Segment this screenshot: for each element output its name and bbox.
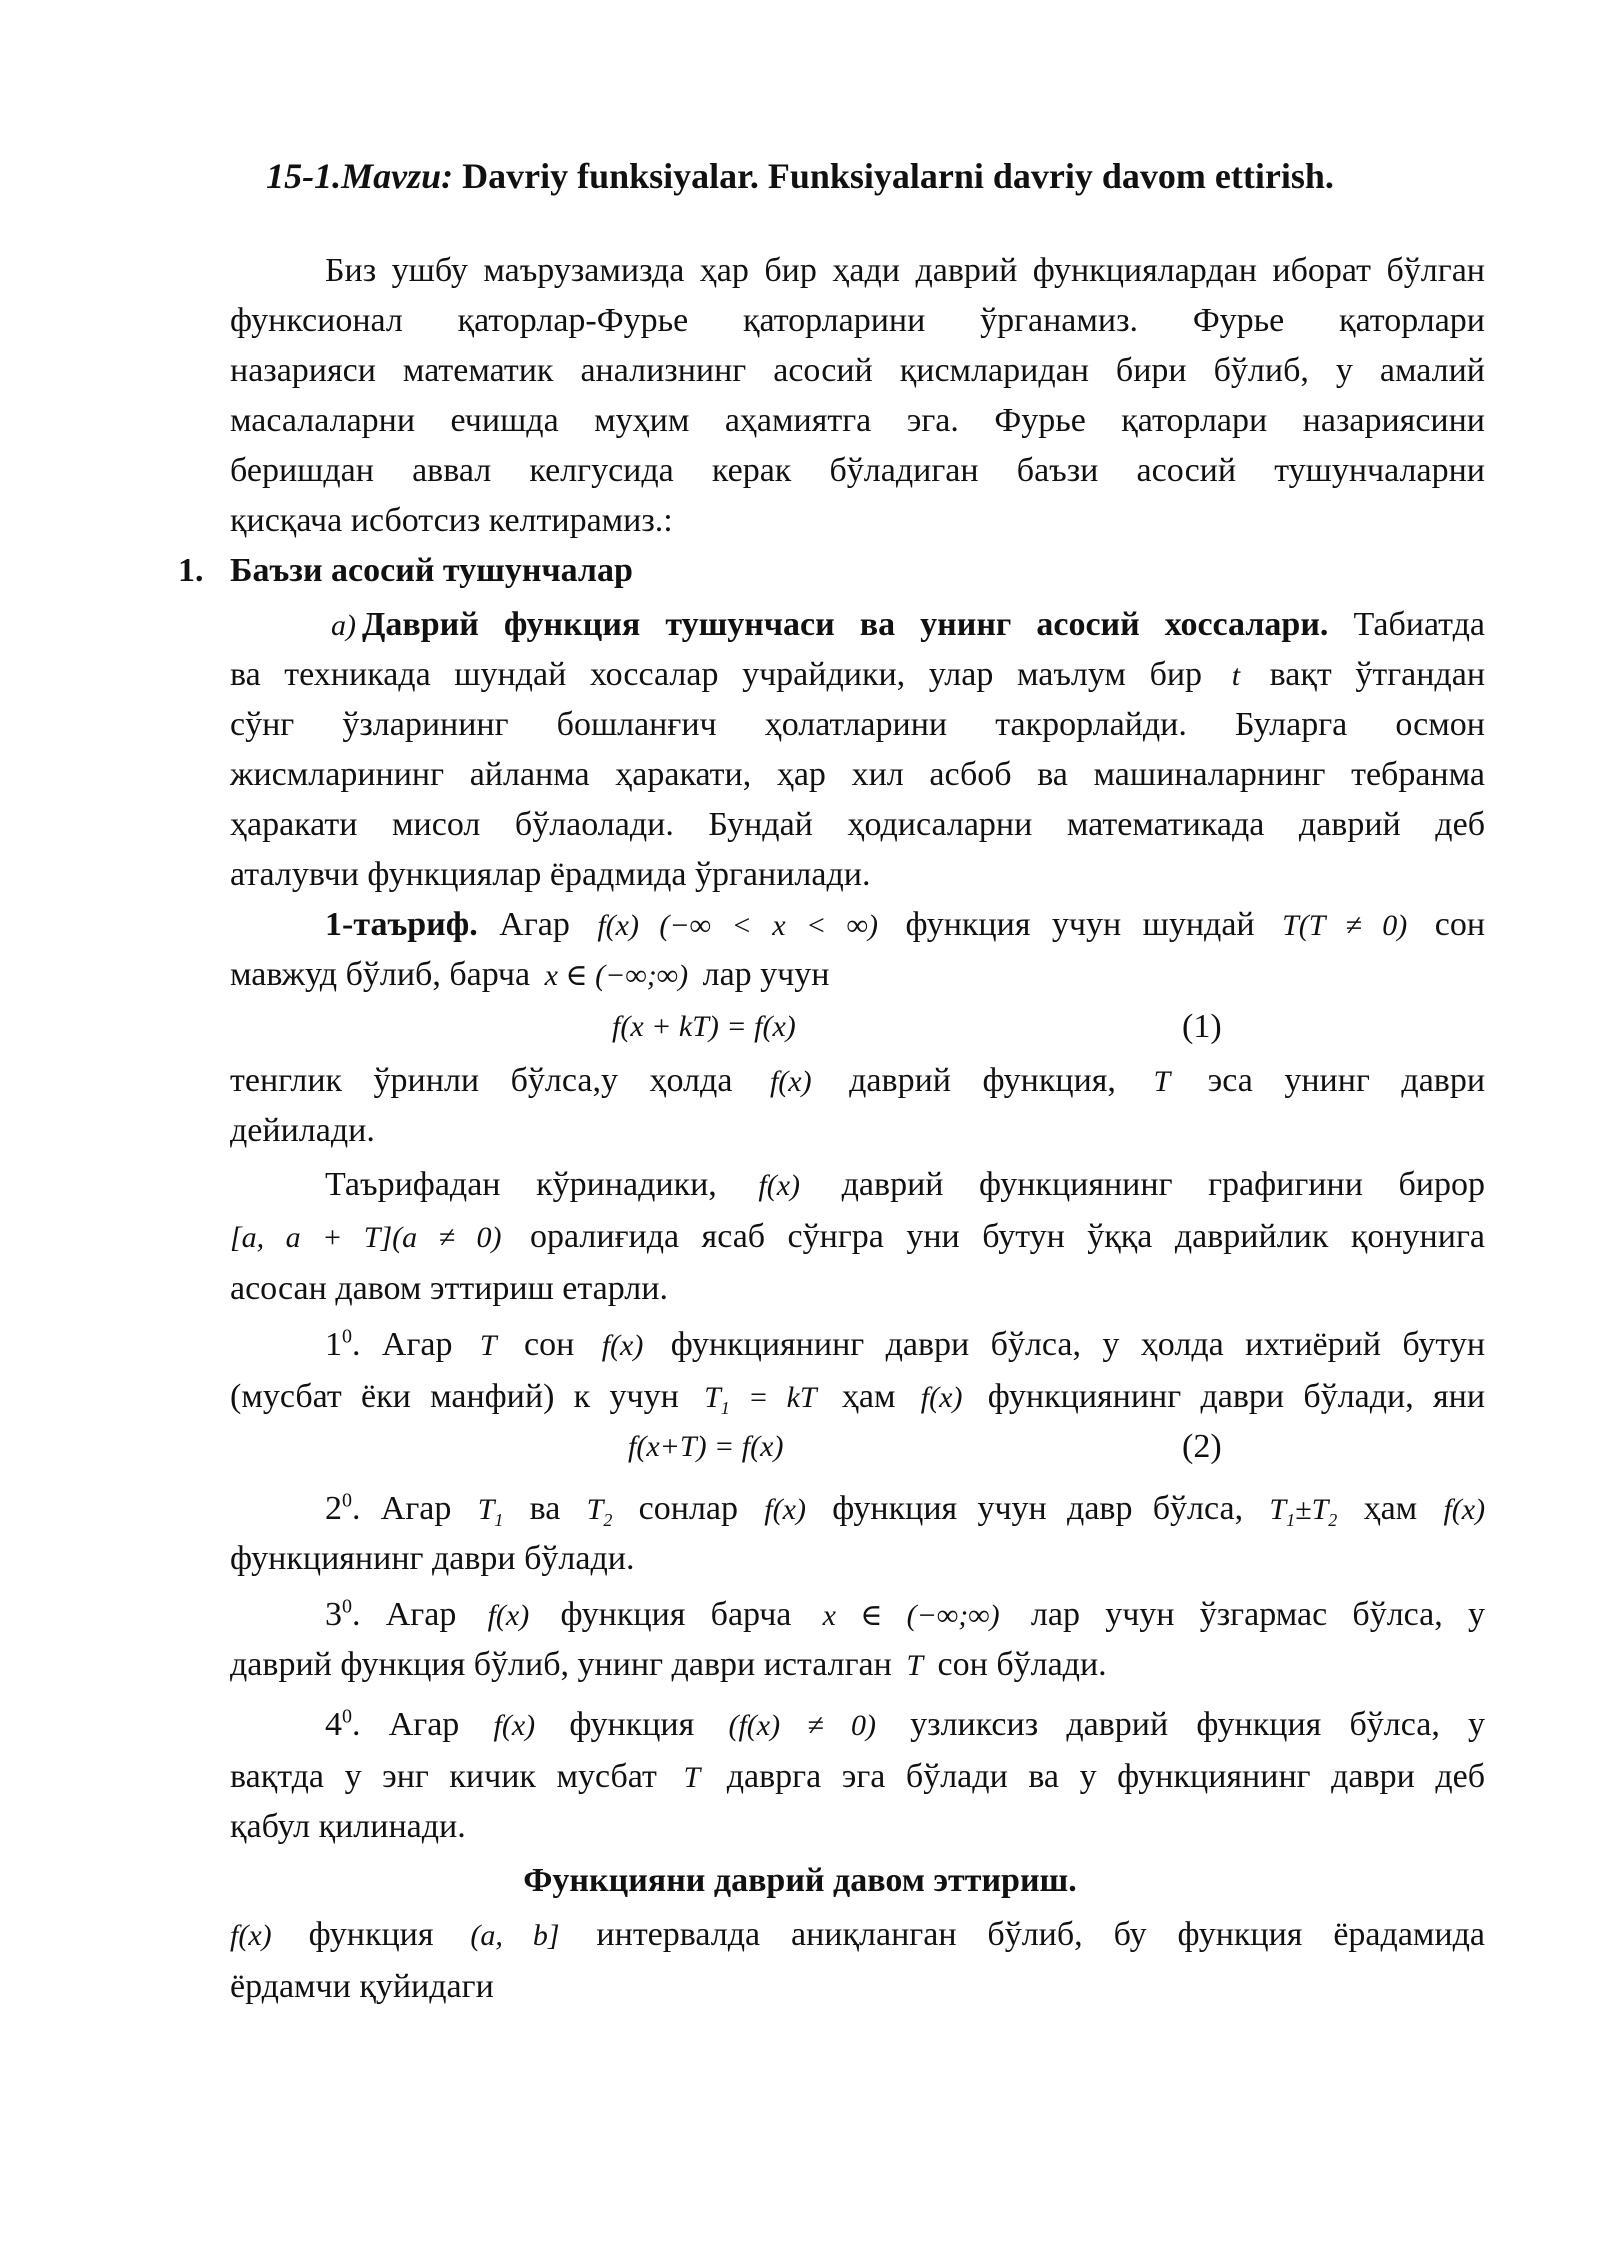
text: функциянинг даври бўлади, яни: [987, 1378, 1486, 1415]
math-expression: T: [1153, 1065, 1171, 1098]
text: оралиғида ясаб сўнгра уни бутун ўққа даврийлик қонунига: [530, 1218, 1485, 1255]
subscript: 1: [1286, 1510, 1296, 1530]
property-number: 4: [325, 1706, 342, 1743]
property-2-line: [325, 1484, 1485, 1535]
text: ва техникада шундай хоссалар учрайдики, улар маълум бир: [230, 656, 1203, 693]
text: даврий функция бўлиб, унинг даври исталган: [230, 1646, 892, 1683]
subscript: 2: [603, 1510, 613, 1530]
math-T: T: [906, 1649, 924, 1682]
math-T: T: [683, 1761, 701, 1794]
math-T2: [586, 1493, 613, 1530]
math-expression: f(x): [758, 1169, 801, 1202]
text: ҳам: [1363, 1490, 1418, 1527]
text: (мусбат ёки манфий) к учун: [230, 1378, 679, 1415]
degree-sup: 0: [342, 1489, 352, 1512]
property-3-line: [230, 1640, 1485, 1691]
text: лар учун ўзгармас бўлса, у: [1030, 1596, 1486, 1633]
subscript: 1: [720, 1398, 730, 1418]
paragraph-line: [230, 650, 1485, 701]
property-4-line: [230, 1752, 1485, 1803]
plus-minus: ±: [1295, 1493, 1312, 1526]
text: . Агар: [352, 1706, 460, 1743]
subsection-heading: Даврий функция тушунчаси ва унинг асосий хоссалари.: [362, 606, 1329, 643]
math-T: T: [586, 1493, 604, 1526]
text: функция учун шундай: [905, 906, 1255, 943]
property-4-line: [325, 1700, 1485, 1751]
text: сон бўлади.: [937, 1646, 1107, 1683]
text: узликсиз даврий функция бўлса, у: [910, 1706, 1486, 1743]
text: . Агар: [352, 1490, 452, 1527]
degree-sup: 0: [342, 1705, 352, 1728]
property-number: 3: [325, 1596, 342, 1633]
math-expression: f(x): [230, 1919, 272, 1952]
math-T: T: [477, 1493, 495, 1526]
math-expression: f(x): [601, 1329, 644, 1362]
text: даврга эга бўлади ва у функциянинг даври деб: [726, 1758, 1486, 1795]
text: функция барча: [560, 1596, 792, 1633]
text: функциянинг даври бўлса, у ҳолда ихтиёрий бутун: [670, 1326, 1486, 1363]
final-line: [230, 1910, 1485, 1961]
subscript: 2: [1328, 1510, 1338, 1530]
degree-sup: 0: [342, 1595, 352, 1618]
text: лар учун: [702, 956, 830, 993]
math-expression: f(x): [764, 1493, 806, 1526]
text: даврий функция,: [849, 1062, 1116, 1099]
text: Агар: [499, 906, 570, 943]
remark-line: асосан давом эттириш етарли.: [230, 1270, 668, 1307]
text: эса унинг даври: [1207, 1062, 1486, 1099]
math-expression: f(x): [920, 1381, 963, 1414]
degree-sup: 0: [342, 1325, 352, 1348]
text: интервалда аниқланган бўлиб, бу функция ёрадамида: [596, 1916, 1486, 1953]
math-expression: f(x): [769, 1065, 812, 1098]
text: сонлар: [638, 1490, 738, 1527]
remark-line: [325, 1160, 1485, 1211]
paragraph-line: жисмларининг айланма ҳаракати, ҳар хил асбоб ва машиналарнинг тебранма: [230, 756, 1485, 793]
math-T: T: [479, 1329, 497, 1362]
text: сон: [524, 1326, 575, 1363]
math-expression: x ∈ (−∞;∞): [544, 959, 689, 992]
intro-line: Биз ушбу маърузамизда ҳар бир ҳади даврий функциялардан иборат бўлган: [325, 252, 1485, 289]
equation-number-2: (2): [1182, 1428, 1222, 1465]
text: даврий функциянинг графигини бирор: [841, 1166, 1485, 1203]
equation-1: f(x + kT) = f(x): [612, 1010, 796, 1043]
math-T: T: [1311, 1493, 1329, 1526]
subsection-tail: Табиатда: [1353, 606, 1485, 643]
paragraph-line: сўнг ўзларининг бошланғич ҳолатларини такрорлайди. Буларга осмон: [230, 706, 1485, 743]
intro-line: функсионал қаторлар-Фурье қаторларини ўрганамиз. Фурье қаторлари: [230, 302, 1485, 339]
section-heading: Баъзи асосий тушунчалар: [230, 552, 633, 589]
definition-label: 1-таъриф.: [325, 906, 478, 943]
text: функция: [569, 1706, 695, 1743]
math-expression: (a, b]: [470, 1919, 560, 1952]
paragraph-line: аталувчи функциялар ёрадмида ўрганилади.: [230, 856, 871, 893]
math-expression: f(x): [1443, 1493, 1486, 1526]
property-number: 2: [325, 1490, 342, 1527]
text: мавжуд бўлиб, барча: [230, 956, 531, 993]
text: тенглик ўринли бўлса,у ҳолда: [230, 1062, 733, 1099]
intro-line: масалаларни ечишда муҳим аҳамиятга эга. Фурье қаторлари назариясини: [230, 402, 1485, 439]
definition-line: [230, 950, 1485, 1001]
math-kT: = kT: [748, 1381, 817, 1414]
subsection-a-line: [325, 600, 1485, 651]
math-expression: T(T ≠ 0): [1282, 909, 1408, 942]
text: сон: [1434, 906, 1486, 943]
math-T1: [477, 1493, 504, 1530]
final-line: ёрдамчи қуйидаги: [230, 1968, 494, 2005]
paragraph-line: ҳаракати мисол бўлаолади. Бундай ҳодисаларни математикада даврий деб: [230, 806, 1485, 843]
subsection-label: a): [331, 609, 356, 642]
property-3-line: [325, 1590, 1485, 1641]
text: ҳам: [841, 1378, 896, 1415]
definition-line: дейилади.: [230, 1112, 375, 1149]
math-T: T: [704, 1381, 721, 1414]
equation-2: f(x+T) = f(x): [628, 1430, 784, 1463]
property-2-line: функциянинг даври бўлади.: [230, 1540, 635, 1577]
math-expression: [a, a + T](a ≠ 0): [230, 1221, 502, 1254]
text: вақтда у энг кичик мусбат: [230, 1758, 657, 1795]
text: функция учун давр бўлса,: [832, 1490, 1244, 1527]
math-expression: x ∈ (−∞;∞): [822, 1599, 1000, 1632]
title-prefix: 15-1.Mavzu:: [266, 156, 454, 196]
subscript: 1: [494, 1510, 504, 1530]
intro-line: беришдан аввал келгусида керак бўладиган баъзи асосий тушунчаларни: [230, 452, 1485, 489]
math-t: t: [1231, 659, 1241, 692]
text: вақт ўтгандан: [1269, 656, 1486, 693]
text: функция: [308, 1916, 434, 1953]
math-expression: f(x): [487, 1599, 530, 1632]
property-1-line: [230, 1372, 1485, 1423]
math-expression: f(x) (−∞ < x < ∞): [597, 909, 879, 942]
page-title: [0, 150, 1600, 202]
math-T1-pm-T2: [1269, 1493, 1338, 1530]
math-expression: [704, 1381, 817, 1418]
title-text: Davriy funksiyalar. Funksiyalarni davriy davom ettirish.: [462, 156, 1334, 196]
math-T: T: [1269, 1493, 1287, 1526]
math-expression: (f(x) ≠ 0): [728, 1709, 876, 1742]
section-heading-2: Функцияни даврий давом эттириш.: [523, 1862, 1077, 1899]
math-expression: f(x): [493, 1709, 536, 1742]
definition-line: [230, 1056, 1485, 1107]
definition-line: [325, 900, 1485, 951]
text: . Агар: [352, 1326, 453, 1363]
text: Таърифадан кўринадики,: [325, 1166, 717, 1203]
property-4-line: қабул қилинади.: [230, 1808, 466, 1845]
remark-line: [230, 1212, 1485, 1263]
text: . Агар: [352, 1596, 457, 1633]
intro-line: назарияси математик анализнинг асосий қисмларидан бири бўлиб, у амалий: [230, 352, 1485, 389]
text: ва: [529, 1490, 561, 1527]
property-1-line: [325, 1320, 1485, 1371]
intro-line: қисқача исботсиз келтирамиз.:: [230, 502, 673, 539]
equation-number-1: (1): [1182, 1008, 1222, 1045]
property-number: 1: [325, 1326, 342, 1363]
section-number: 1.: [178, 552, 204, 589]
